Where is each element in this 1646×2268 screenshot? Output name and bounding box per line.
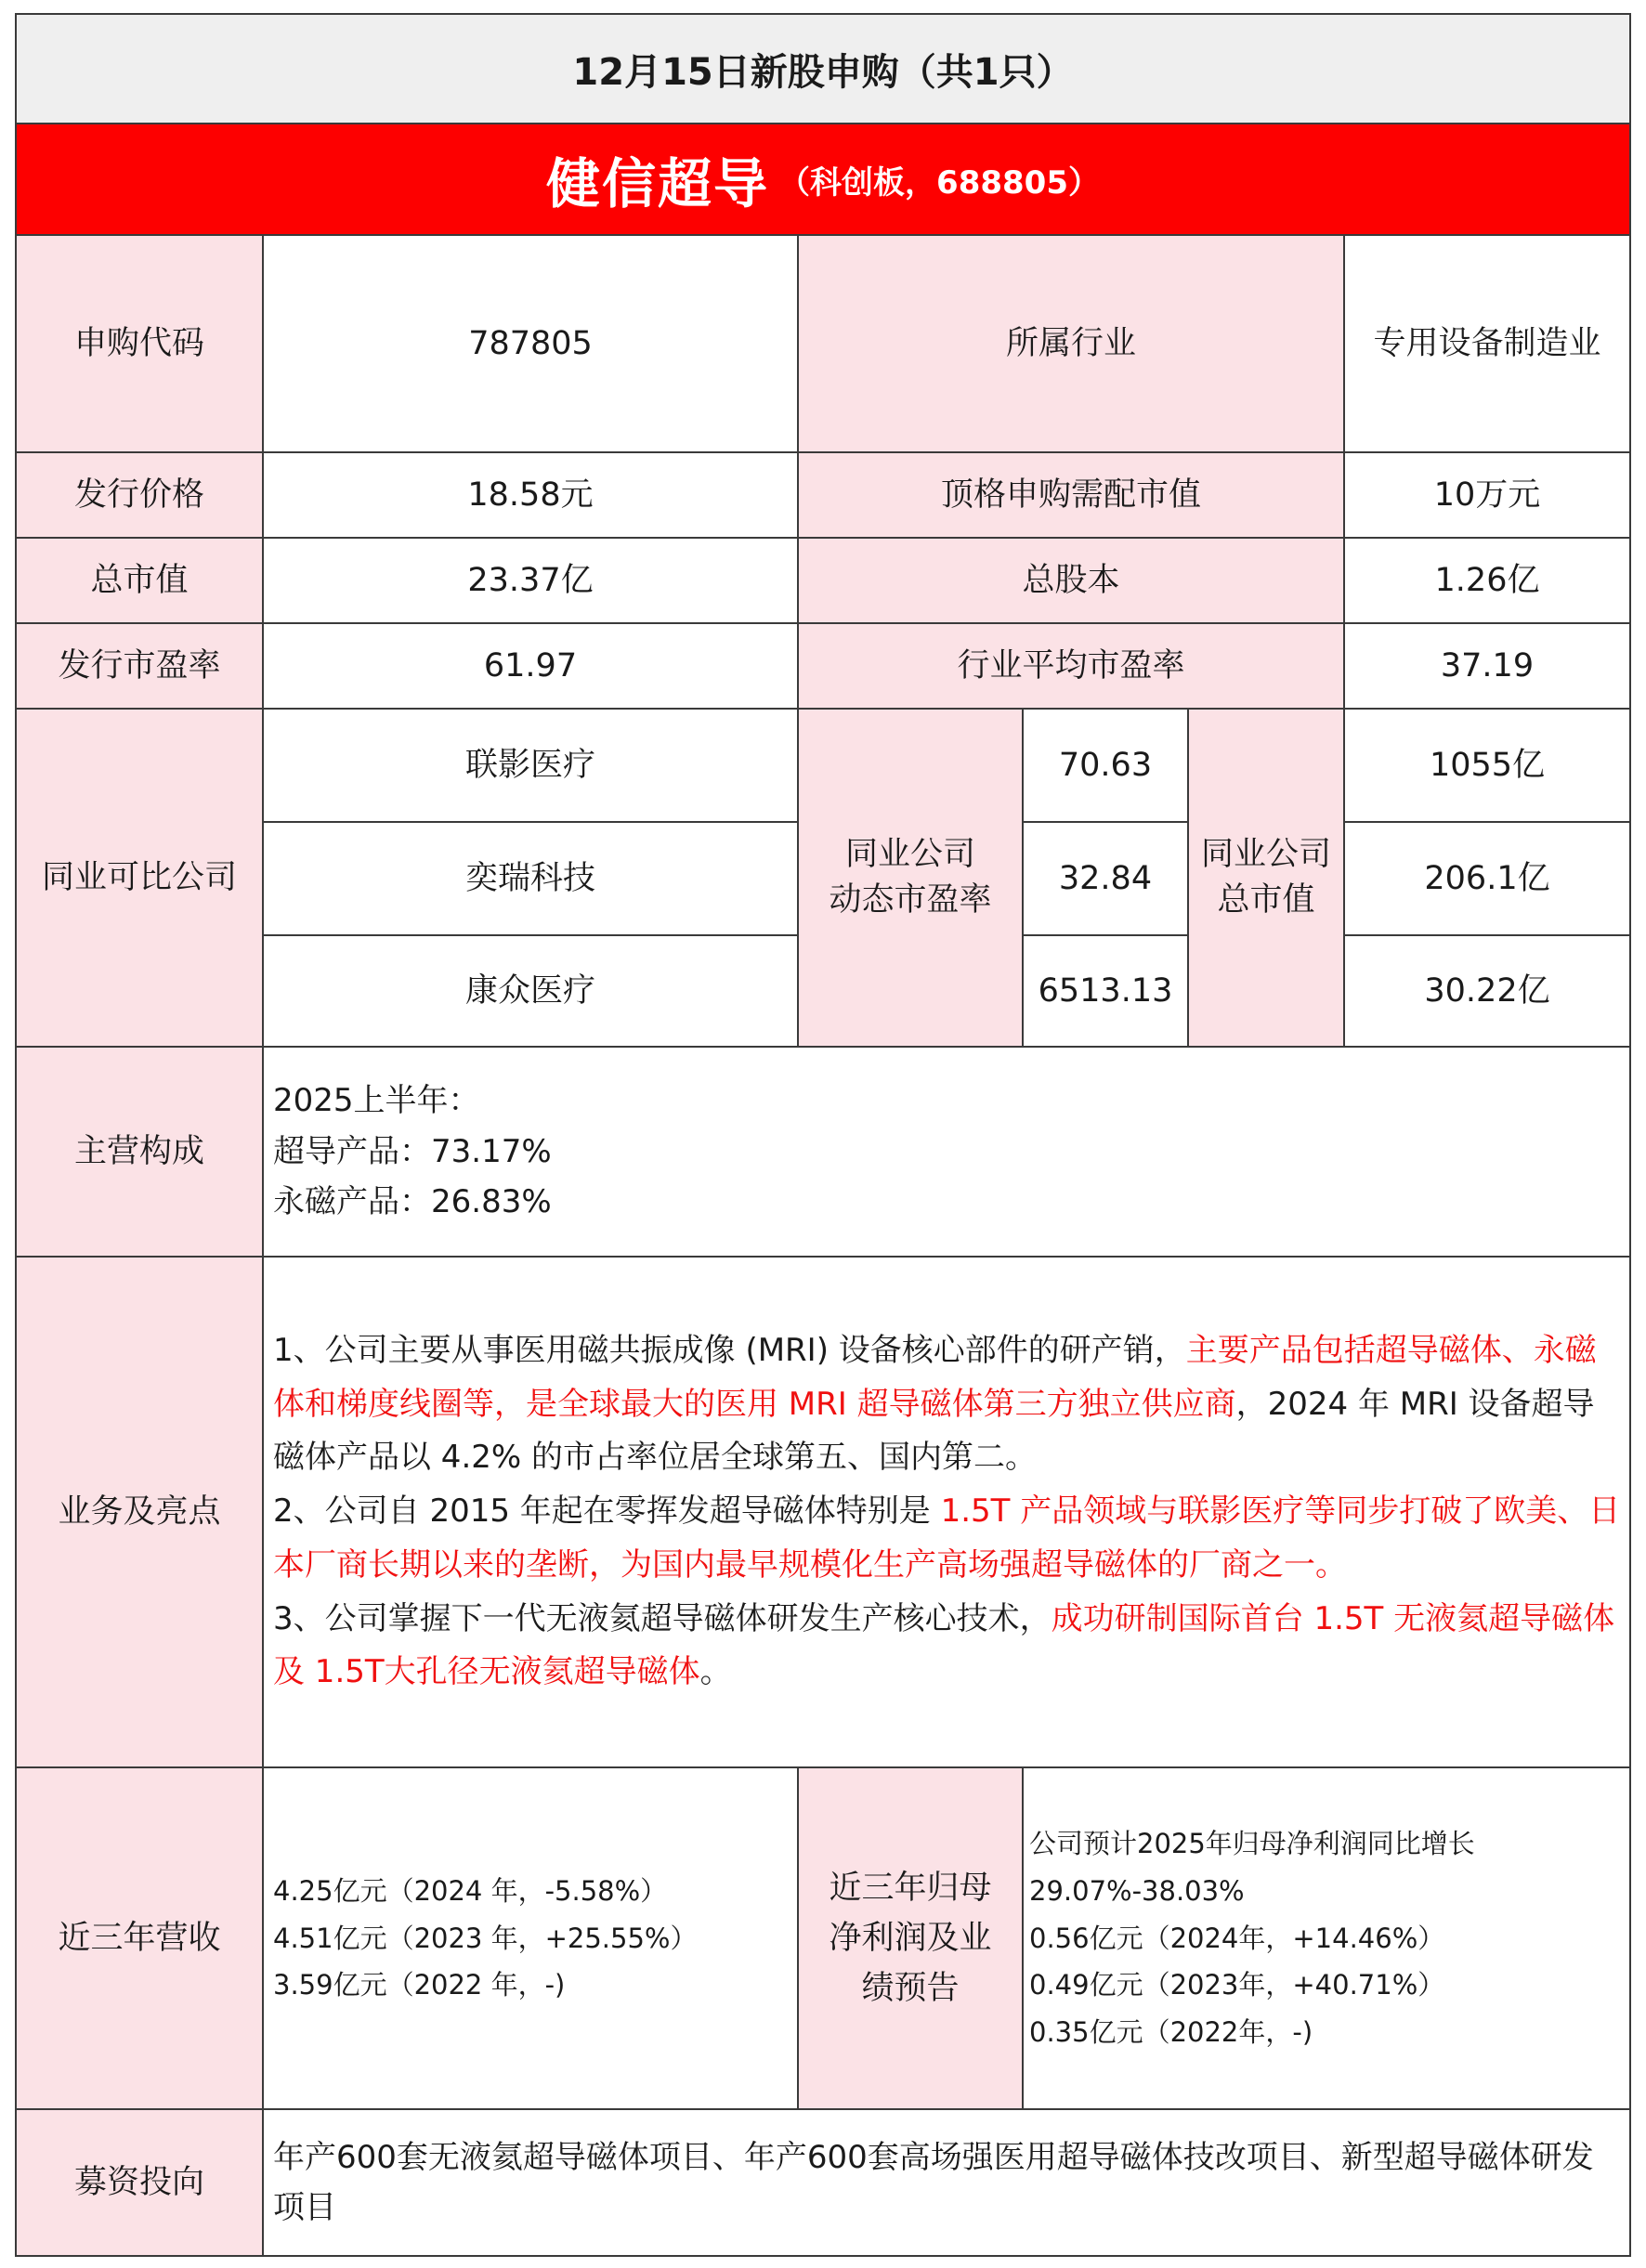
funding-content [262, 2108, 1631, 2257]
highlight-text: 1、公司主要从事医用磁共振成像 (MRI) 设备核心部件的研产销， [273, 1331, 1186, 1369]
highlight-emphasis: 1.5T 产品领域与联影医疗等同步打破了欧美、日本厂商长期以来的垄断，为国内最早规模化生产高场强超导磁体的厂商之一。 [273, 1492, 1621, 1584]
highlight-paragraph-1 [273, 1324, 1622, 1485]
highlights-content [262, 1256, 1631, 1768]
revenue-line: 3.59亿元（2022 年，-) [273, 1969, 566, 2001]
total-shares-value: 1.26亿 [1343, 537, 1631, 624]
profit-line: 0.56亿元（2024年，+14.46%） [1029, 1922, 1445, 1954]
peer-pe-value: 6513.13 [1022, 934, 1189, 1048]
main-business-line: 永磁产品：26.83% [273, 1183, 552, 1221]
peer-mcap-label [1187, 708, 1345, 1048]
profit-label-line: 绩预告 [861, 1970, 960, 2008]
stock-banner [15, 124, 1631, 234]
industry-pe-label: 行业平均市盈率 [797, 622, 1345, 710]
peer-mcap-value: 1055亿 [1343, 708, 1631, 823]
code-value: 787805 [262, 234, 799, 453]
peers-label: 同业可比公司 [15, 708, 264, 1048]
main-business-line: 超导产品：73.17% [273, 1132, 552, 1170]
revenue-content [262, 1766, 799, 2110]
peer-name: 奕瑞科技 [262, 821, 799, 936]
peer-pe-value: 32.84 [1022, 821, 1189, 936]
peer-mcap-label-line: 同业公司 [1200, 836, 1331, 873]
profit-line: 公司预计2025年归母净利润同比增长 [1029, 1828, 1475, 1860]
issue-pe-value: 61.97 [262, 622, 799, 710]
profit-line: 29.07%-38.03% [1029, 1874, 1245, 1907]
highlight-text: 。 [699, 1653, 732, 1691]
profit-line: 0.35亿元（2022年，-) [1029, 2016, 1313, 2049]
revenue-label: 近三年营收 [15, 1766, 264, 2110]
profit-label-line: 净利润及业 [829, 1919, 992, 1957]
revenue-line: 4.51亿元（2023 年，+25.55%） [273, 1922, 698, 1954]
highlight-text: ，2024 年 MRI 设备超导磁体产品以 4.2% 的市占率位居全球第五、国内第二。 [273, 1385, 1595, 1477]
revenue-line: 4.25亿元（2024 年，-5.58%） [273, 1874, 668, 1907]
highlight-paragraph-2 [273, 1485, 1622, 1593]
profit-label [797, 1766, 1024, 2110]
peer-pe-label-line: 动态市盈率 [829, 881, 992, 919]
peer-name: 康众医疗 [262, 934, 799, 1048]
industry-pe-value: 37.19 [1343, 622, 1631, 710]
peer-mcap-label-line: 总市值 [1217, 881, 1315, 919]
peer-pe-label-line: 同业公司 [844, 836, 975, 873]
peer-name: 联影医疗 [262, 708, 799, 823]
highlight-paragraph-3 [273, 1593, 1622, 1701]
total-shares-label: 总股本 [797, 537, 1345, 624]
ipo-table [15, 13, 1631, 2257]
highlights-label: 业务及亮点 [15, 1256, 264, 1768]
price-value: 18.58元 [262, 451, 799, 539]
peer-pe-label [797, 708, 1024, 1048]
peer-pe-value: 70.63 [1022, 708, 1189, 823]
highlight-emphasis: 成功研制国际首台 1.5T 无液氦超导磁体及 1.5T大孔径无液氦超导磁体 [273, 1599, 1615, 1691]
highlight-emphasis: 主要产品包括超导磁体、永磁体和梯度线圈等，是全球最大的医用 MRI 超导磁体第三方独立供应商 [273, 1331, 1597, 1423]
stock-name: 健信超导 [546, 152, 770, 215]
max-subscription-label: 顶格申购需配市值 [797, 451, 1345, 539]
stock-board: （科创板，688805） [778, 163, 1100, 202]
market-cap-value: 23.37亿 [262, 537, 799, 624]
funding-label: 募资投向 [15, 2108, 264, 2257]
highlight-text: 3、公司掌握下一代无液氦超导磁体研发生产核心技术， [273, 1599, 1052, 1637]
code-label: 申购代码 [15, 234, 264, 453]
market-cap-label: 总市值 [15, 537, 264, 624]
profit-content [1022, 1766, 1631, 2110]
issue-pe-label: 发行市盈率 [15, 622, 264, 710]
max-subscription-value: 10万元 [1343, 451, 1631, 539]
page-title: 12月15日新股申购（共1只） [15, 13, 1631, 124]
industry-label: 所属行业 [797, 234, 1345, 453]
profit-line: 0.49亿元（2023年，+40.71%） [1029, 1969, 1445, 2001]
funding-text: 年产600套无液氦超导磁体项目、年产600套高场强医用超导磁体技改项目、新型超导磁体研发项目 [273, 2138, 1594, 2226]
peer-mcap-value: 206.1亿 [1343, 821, 1631, 936]
industry-value: 专用设备制造业 [1343, 234, 1631, 453]
profit-label-line: 近三年归母 [829, 1869, 992, 1907]
price-label: 发行价格 [15, 451, 264, 539]
peer-mcap-value: 30.22亿 [1343, 934, 1631, 1048]
main-business-content [262, 1046, 1631, 1258]
main-business-label: 主营构成 [15, 1046, 264, 1258]
main-business-line: 2025上半年： [273, 1082, 480, 1120]
highlight-text: 2、公司自 2015 年起在零挥发超导磁体特别是 [273, 1492, 941, 1531]
